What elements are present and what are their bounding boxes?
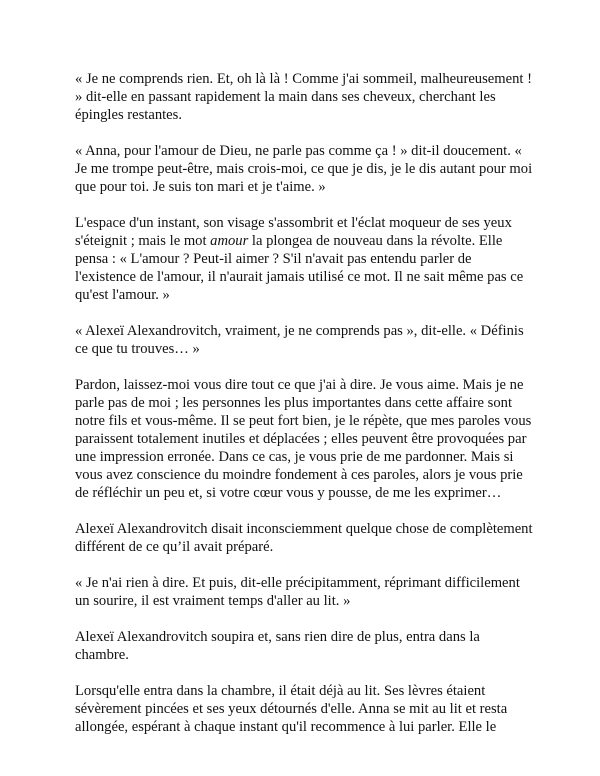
document-page bbox=[75, 70, 535, 754]
paragraph-8 bbox=[75, 628, 535, 664]
paragraph-8-text: Alexeï Alexandrovitch soupira et, sans rien dire de plus, entra dans la chambre. bbox=[75, 629, 480, 663]
paragraph-2 bbox=[75, 142, 535, 196]
paragraph-9-text: Lorsqu'elle entra dans la chambre, il était déjà au lit. Ses lèvres étaient sévèrement pincées et ses yeux détournés d'elle. Anna se mit au lit et resta allongée, espérant à chaque instant qu'il recommence à lui parler. Elle le bbox=[75, 683, 508, 735]
paragraph-3-text-after: la plongea de nouveau dans la révolte. Elle pensa : « L'amour ? Peut-il aimer ? S'il n'avait pas entendu parler de l'existence de l'amour, il n'aurait jamais utilisé ce mot. Il ne sait même pas ce qu'est l'amour. » bbox=[75, 233, 524, 303]
paragraph-6-text: Alexeï Alexandrovitch disait inconsciemment quelque chose de complètement différent de ce qu’il avait préparé. bbox=[75, 521, 533, 555]
paragraph-4-text: « Alexeï Alexandrovitch, vraiment, je ne comprends pas », dit-elle. « Définis ce que tu trouves… » bbox=[75, 323, 524, 357]
paragraph-1 bbox=[75, 70, 535, 124]
paragraph-4 bbox=[75, 322, 535, 358]
paragraph-6 bbox=[75, 520, 535, 556]
paragraph-7 bbox=[75, 574, 535, 610]
paragraph-3-text-before: L'espace d'un instant, son visage s'assombrit et l'éclat moqueur de ses yeux s'éteignit ; mais le mot bbox=[75, 215, 512, 249]
paragraph-5 bbox=[75, 376, 535, 502]
paragraph-2-text: « Anna, pour l'amour de Dieu, ne parle pas comme ça ! » dit-il doucement. « Je me trompe peut-être, mais crois-moi, ce que je dis, je le dis autant pour moi que pour toi. Je suis ton mari et je t'aime. » bbox=[75, 143, 533, 195]
paragraph-5-text: Pardon, laissez-moi vous dire tout ce que j'ai à dire. Je vous aime. Mais je ne parle pas de moi ; les personnes les plus importantes dans cette affaire sont notre fils et vous-même. Il se peut fort bien, je le répète, que mes paroles vous paraissent totalement inutiles et déplacées ; elles peuvent être provoquées par une impression erronée. Dans ce cas, je vous prie de me pardonner. Mais si vous avez conscience du moindre fondement à ces paroles, alors je vous prie de réfléchir un peu et, si votre cœur vous y pousse, de me les exprimer… bbox=[75, 377, 532, 501]
paragraph-7-text: « Je n'ai rien à dire. Et puis, dit-elle précipitamment, réprimant difficilement un sourire, il est vraiment temps d'aller au lit. » bbox=[75, 575, 520, 609]
paragraph-9 bbox=[75, 682, 535, 736]
paragraph-3 bbox=[75, 214, 535, 304]
emphasis-amour: amour bbox=[210, 233, 249, 249]
paragraph-1-text: « Je ne comprends rien. Et, oh là là ! Comme j'ai sommeil, malheureusement ! » dit-elle en passant rapidement la main dans ses cheveux, cherchant les épingles restantes. bbox=[75, 71, 532, 123]
